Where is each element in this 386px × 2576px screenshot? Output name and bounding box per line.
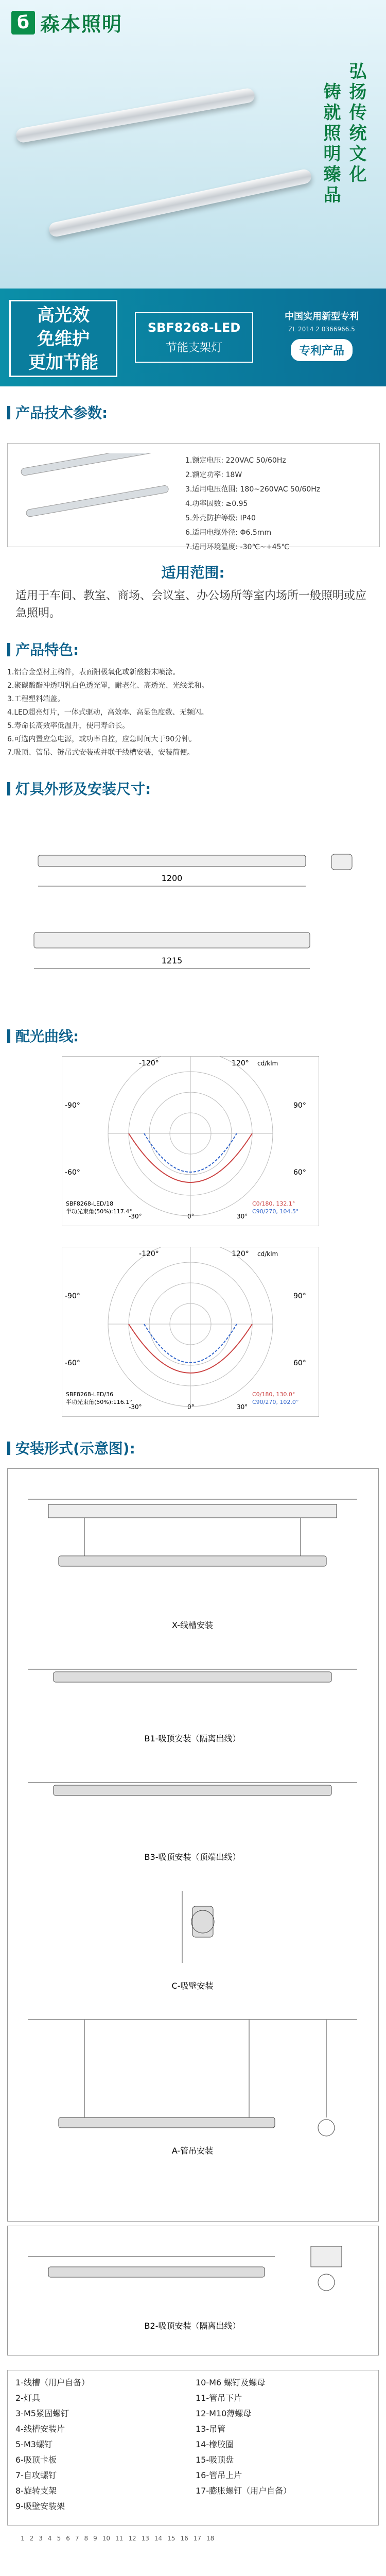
legend-c90: C90/270, 102.0° bbox=[252, 1399, 299, 1405]
dimension-drawing bbox=[7, 809, 379, 1005]
callout: 1 bbox=[21, 2535, 25, 2542]
section-apply: 适用范围: bbox=[161, 564, 225, 581]
section-curve-label: 配光曲线: bbox=[15, 1028, 79, 1045]
angle-label: -90° bbox=[65, 1292, 80, 1300]
part-item: 12-M10薄螺母 bbox=[196, 2409, 252, 2418]
callout: 4 bbox=[47, 2535, 52, 2542]
callout-numbers bbox=[21, 2535, 371, 2542]
promo-line1: 高光效 bbox=[37, 305, 90, 326]
callout: 3 bbox=[39, 2535, 43, 2542]
part-item: 6-吸顶卡板 bbox=[15, 2455, 57, 2465]
caption-b1: B1-吸顶安装（隔离出线） bbox=[144, 1734, 241, 1743]
section-dims-label: 灯具外形及安装尺寸: bbox=[15, 781, 151, 798]
curve-ratio: 半功光束角(50%):117.4° bbox=[66, 1208, 132, 1215]
polar-curve-1 bbox=[62, 1056, 319, 1226]
patent-badge: 专利产品 bbox=[291, 339, 353, 361]
part-item: 14-橡胶圈 bbox=[196, 2439, 234, 2449]
section-features-label: 产品特色: bbox=[15, 641, 79, 658]
install-b3 bbox=[28, 1783, 357, 1795]
angle-label: 60° bbox=[293, 1168, 306, 1177]
callout: 7 bbox=[75, 2535, 79, 2542]
spec-item: 1.额定电压: 220VAC 50/60Hz bbox=[185, 456, 286, 465]
dim-inner-label: 1200 bbox=[161, 873, 183, 883]
callout: 6 bbox=[66, 2535, 70, 2542]
callout: 5 bbox=[57, 2535, 61, 2542]
section-install bbox=[7, 1437, 135, 1458]
lamp-top-view bbox=[38, 855, 306, 867]
caption-a: A-管吊安装 bbox=[171, 2146, 214, 2156]
feature-list bbox=[7, 666, 208, 759]
feature-item: 7.吸顶、管吊、链吊式安装或并联于线槽安装，安装简便。 bbox=[7, 749, 195, 757]
legend-c0: C0/180, 132.1° bbox=[252, 1200, 295, 1207]
feature-item: 3.工程塑料端盖。 bbox=[7, 695, 65, 703]
caption-b2: B2-吸顶安装（隔离出线） bbox=[144, 2321, 241, 2331]
title-bar-icon bbox=[7, 782, 10, 795]
spec-lamp-b bbox=[26, 485, 169, 517]
callout: 17 bbox=[193, 2535, 202, 2542]
units-label: cd/klm bbox=[257, 1060, 278, 1067]
angle-label: -30° bbox=[129, 1403, 142, 1411]
slogan-col1: 弘扬传统文化 bbox=[346, 62, 366, 185]
spec-item: 5.外壳防护等级: IP40 bbox=[185, 514, 256, 522]
brand-logo bbox=[11, 8, 122, 37]
angle-label: -90° bbox=[65, 1101, 80, 1110]
angle-label: -60° bbox=[65, 1168, 80, 1177]
feature-item: 5.寿命长高效率低温升，使用寿命长。 bbox=[7, 722, 130, 730]
install-b1 bbox=[28, 1669, 357, 1682]
part-item: 17-膨胀螺钉（用户自备） bbox=[196, 2486, 292, 2496]
part-item: 2-灯具 bbox=[15, 2393, 40, 2403]
spec-lamp-a bbox=[21, 453, 159, 476]
caption-c: C-吸壁安装 bbox=[171, 1981, 214, 1991]
legend-c90: C90/270, 104.5° bbox=[252, 1208, 299, 1215]
feature-item: 6.可选内置应急电源，或功率自控，应急时间大于90分钟。 bbox=[7, 735, 197, 743]
section-curve bbox=[7, 1025, 79, 1046]
install-upper-svg bbox=[7, 1468, 378, 2221]
part-item: 9-吸壁安装架 bbox=[15, 2501, 65, 2511]
spec-list bbox=[185, 453, 320, 554]
callout: 15 bbox=[167, 2535, 176, 2542]
patent-title: 中国实用新型专利 bbox=[285, 311, 359, 322]
install-a bbox=[28, 2020, 357, 2136]
part-item: 3-M5紧固螺钉 bbox=[15, 2409, 69, 2418]
title-bar-icon bbox=[7, 1029, 10, 1043]
promo-box bbox=[9, 300, 117, 377]
callout: 16 bbox=[180, 2535, 188, 2542]
spec-item: 6.适用电缆外径: Φ6.5mm bbox=[185, 529, 272, 537]
part-item: 10-M6 螺钉及螺母 bbox=[196, 2378, 266, 2387]
angle-label: 30° bbox=[237, 1403, 248, 1411]
curve-ratio: 半功光束角(50%):116.1° bbox=[66, 1399, 132, 1405]
feature-item: 4.LED超亮灯片，一体式驱动，高效率、高显色度数、无频闪。 bbox=[7, 708, 208, 717]
lamp-side-view bbox=[34, 933, 310, 948]
install-b2 bbox=[28, 2246, 342, 2291]
promo-line2: 免维护 bbox=[37, 329, 90, 349]
callout: 13 bbox=[141, 2535, 149, 2542]
angle-label: 90° bbox=[293, 1292, 306, 1300]
slogan-col2: 铸就照明臻品 bbox=[320, 82, 341, 206]
parts-right bbox=[196, 2375, 291, 2499]
angle-label: -120° bbox=[139, 1059, 159, 1067]
caption-b3: B3-吸顶安装（顶端出线） bbox=[144, 1852, 241, 1862]
section-dims bbox=[7, 778, 151, 799]
install-lower-svg bbox=[7, 2226, 378, 2354]
polar-curve-2 bbox=[62, 1247, 319, 1417]
angle-label: 120° bbox=[232, 1059, 249, 1067]
angle-label: 0° bbox=[187, 1403, 195, 1411]
section-specs bbox=[7, 402, 108, 422]
callout: 14 bbox=[154, 2535, 163, 2542]
angle-label: -120° bbox=[139, 1250, 159, 1258]
spec-item: 2.额定功率: 18W bbox=[185, 471, 242, 479]
caption-x: X-线槽安装 bbox=[172, 1620, 213, 1630]
dim-outer-label: 1215 bbox=[161, 956, 183, 965]
feature-item: 2.聚碳酸酯冲透明乳白色透光罩，耐老化、高透光、光线柔和。 bbox=[7, 682, 209, 690]
units-label: cd/klm bbox=[257, 1250, 278, 1258]
callout: 18 bbox=[206, 2535, 215, 2542]
part-item: 8-旋转支架 bbox=[15, 2486, 57, 2496]
patent-block bbox=[268, 309, 376, 361]
part-item: 4-线槽安装片 bbox=[15, 2424, 65, 2434]
angle-label: 120° bbox=[232, 1250, 249, 1258]
spec-item: 3.适用电压范围: 180~260VAC 50/60Hz bbox=[185, 485, 321, 494]
angle-label: 90° bbox=[293, 1101, 306, 1110]
curve-model: SBF8268-LED/36 bbox=[66, 1391, 114, 1398]
parts-left bbox=[15, 2375, 90, 2514]
part-item: 7-自攻螺钉 bbox=[15, 2470, 57, 2480]
section-features bbox=[7, 639, 79, 659]
callout: 12 bbox=[128, 2535, 136, 2542]
title-bar-icon bbox=[7, 643, 10, 656]
angle-label: -60° bbox=[65, 1359, 80, 1367]
callout: 10 bbox=[102, 2535, 111, 2542]
spec-item: 4.功率因数: ≥0.95 bbox=[185, 500, 248, 508]
apply-text: 适用于车间、教室、商场、会议室、办公场所等室内场所一般照明或应急照明。 bbox=[15, 589, 367, 620]
install-x bbox=[28, 1499, 357, 1566]
title-bar-icon bbox=[7, 406, 10, 419]
angle-label: -30° bbox=[129, 1213, 142, 1220]
angle-label: 60° bbox=[293, 1359, 306, 1367]
model-name: 节能支架灯 bbox=[165, 342, 222, 354]
install-c bbox=[182, 1891, 214, 1963]
logo-icon: б bbox=[11, 11, 35, 35]
legend-c0: C0/180, 130.0° bbox=[252, 1391, 295, 1398]
spec-item: 7.适用环境温度: -30℃~+45℃ bbox=[185, 543, 290, 551]
lamp-end-view bbox=[331, 854, 352, 870]
section-install-label: 安装形式(示意图): bbox=[15, 1440, 135, 1457]
model-box bbox=[135, 312, 253, 363]
part-item: 13-吊管 bbox=[196, 2424, 226, 2434]
patent-number: ZL 2014 2 0366966.5 bbox=[288, 326, 355, 333]
part-item: 15-吸顶盘 bbox=[196, 2455, 234, 2465]
part-item: 5-M3螺钉 bbox=[15, 2439, 52, 2449]
model-code: SBF8268-LED bbox=[147, 320, 241, 335]
callout: 9 bbox=[93, 2535, 97, 2542]
callout: 8 bbox=[84, 2535, 89, 2542]
part-item: 11-管吊下片 bbox=[196, 2393, 242, 2403]
promo-line3: 更加节能 bbox=[28, 352, 98, 373]
brand-name: 森本照明 bbox=[40, 13, 123, 36]
callout: 11 bbox=[115, 2535, 124, 2542]
feature-item: 1.铝合金型材主构件，表面阳极氧化或新酸粉末喷涂。 bbox=[7, 668, 180, 676]
specs-lamp-illustration bbox=[15, 453, 175, 536]
callout: 2 bbox=[29, 2535, 34, 2542]
title-bar-icon bbox=[7, 1442, 10, 1455]
angle-label: 30° bbox=[237, 1213, 248, 1220]
section-specs-label: 产品技术参数: bbox=[15, 404, 108, 421]
part-item: 16-管吊上片 bbox=[196, 2470, 242, 2480]
angle-label: 0° bbox=[187, 1213, 195, 1220]
part-item: 1-线槽（用户自备） bbox=[15, 2378, 90, 2387]
curve-model: SBF8268-LED/18 bbox=[66, 1200, 114, 1207]
